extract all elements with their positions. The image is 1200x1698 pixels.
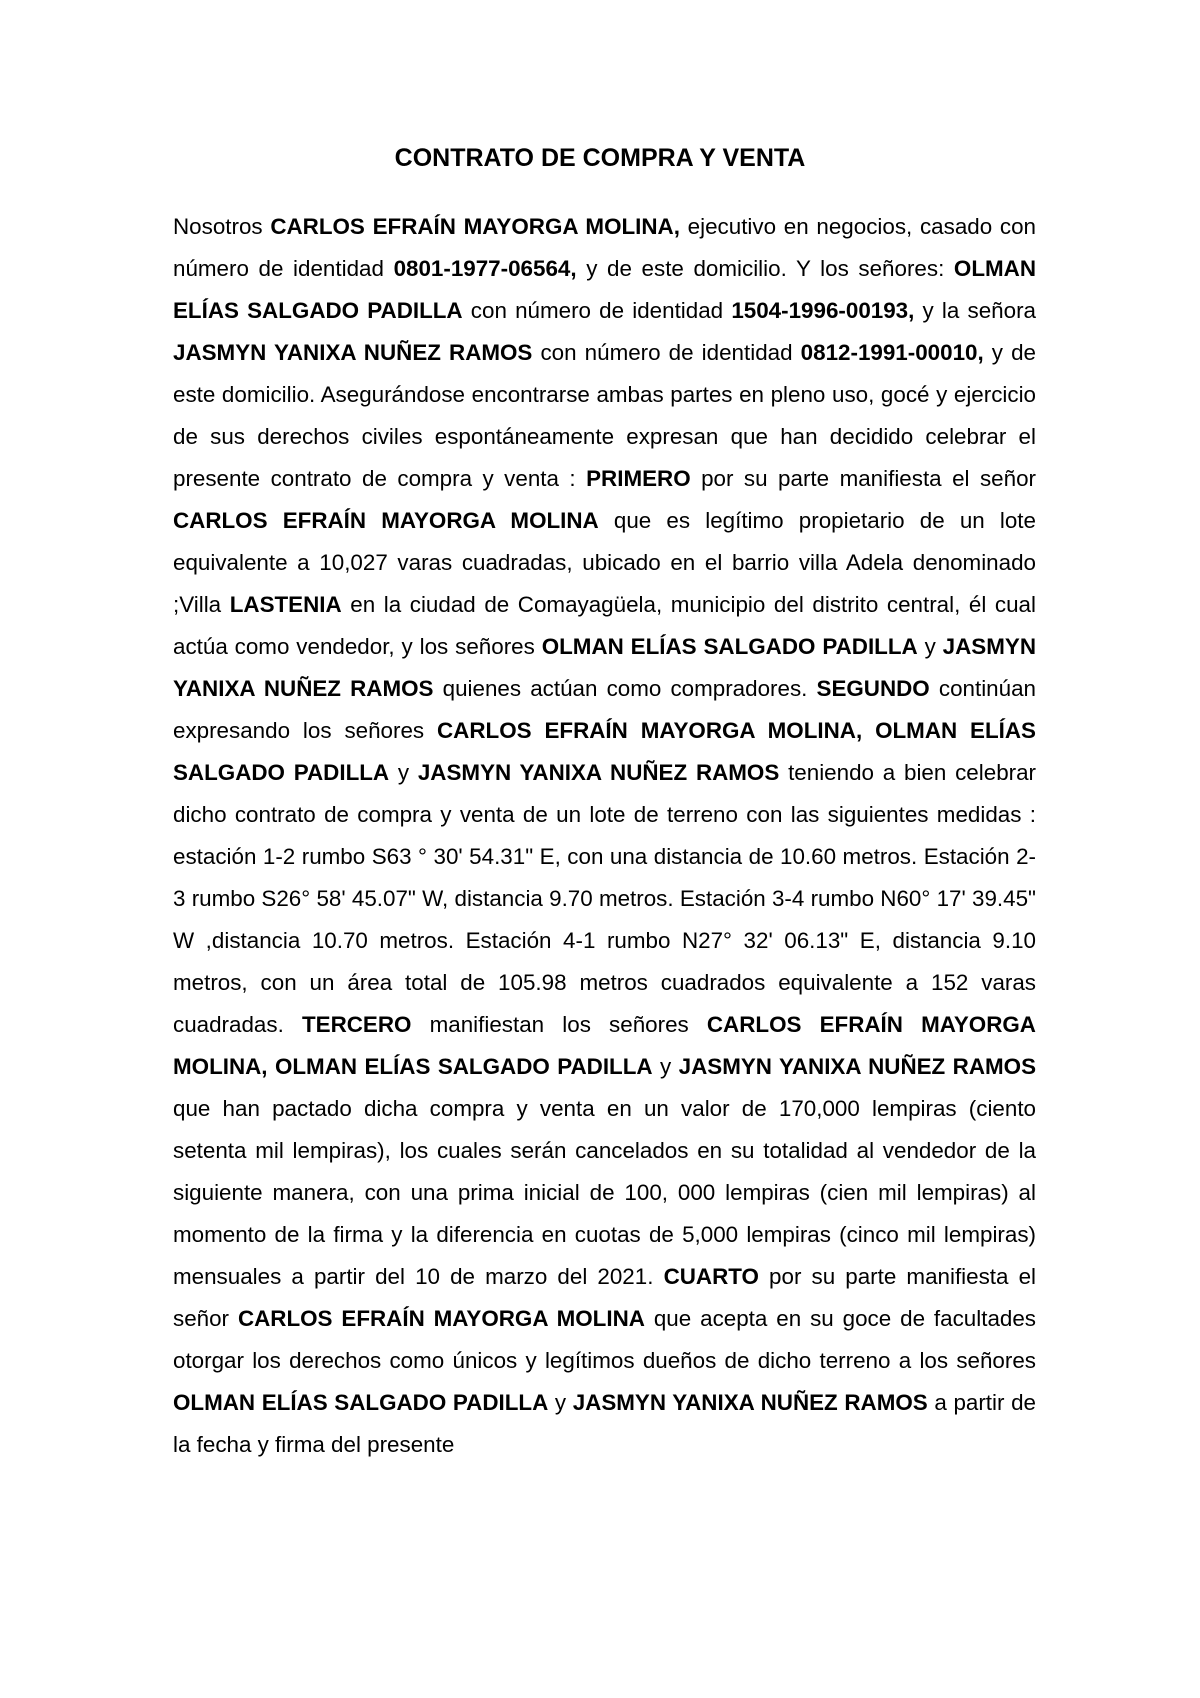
- bold-text-run: OLMAN ELÍAS SALGADO PADILLA: [541, 634, 918, 659]
- text-run: por su parte manifiesta el señor: [690, 466, 1037, 491]
- page-title: CONTRATO DE COMPRA Y VENTA: [394, 144, 806, 172]
- text-run: que es legítimo propietario de un lote equivalente a 10,027 varas cuadradas, ubicado en el barrio villa Adela denominado ;Villa: [173, 508, 1036, 617]
- bold-text-run: CARLOS EFRAÍN MAYORGA MOLINA, OLMAN ELÍAS SALGADO PADILLA: [173, 718, 1036, 785]
- bold-text-run: 0801-1977-06564,: [393, 256, 577, 281]
- text-run: a partir de la fecha y firma del presente: [173, 1390, 1036, 1457]
- bold-text-run: LASTENIA: [229, 592, 342, 617]
- text-run: teniendo a bien celebrar dicho contrato de compra y venta de un lote de terreno con las siguientes medidas : estación 1-2 rumbo S63 ° 30' 54.31" E, con una distancia de 10.60 metros. Estación 2-3 rumbo S26° 58' 45.07" W, distancia 9.70 metros. Estación 3-4 rumbo N60° 17' 39.45" W ,distancia 10.70 metros. Estación 4-1 rumbo N27° 32' 06.13" E, distancia 9.10 metros, con un área total de 105.98 metros cuadrados equivalente a 152 varas cuadradas.: [173, 760, 1037, 1037]
- bold-text-run: JASMYN YANIXA NUÑEZ RAMOS: [417, 760, 780, 785]
- text-run: y: [652, 1054, 679, 1079]
- text-run: y la señora: [914, 298, 1036, 323]
- bold-text-run: CUARTO: [663, 1264, 759, 1289]
- bold-text-run: CARLOS EFRAÍN MAYORGA MOLINA, OLMAN ELÍAS SALGADO PADILLA: [173, 1012, 1036, 1079]
- text-run: con número de identidad: [532, 340, 801, 365]
- text-run: con número de identidad: [462, 298, 732, 323]
- text-run: que han pactado dicha compra y venta en un valor de 170,000 lempiras (ciento setenta mil lempiras), los cuales serán cancelados en su totalidad al vendedor de la siguiente manera, con una prima inicial de 100, 000 lempiras (cien mil lempiras) al momento de la firma y la diferencia en cuotas de 5,000 lempiras (cinco mil lempiras) mensuales a partir del 10 de marzo del 2021.: [173, 1096, 1036, 1289]
- text-run: y de este domicilio. Y los señores:: [576, 256, 954, 281]
- text-run: por su parte manifiesta el señor: [173, 1264, 1037, 1331]
- text-run: Nosotros: [173, 214, 271, 239]
- text-run: y: [548, 1390, 573, 1415]
- contract-body-paragraph: [173, 206, 1036, 1466]
- text-run: y: [389, 760, 418, 785]
- bold-text-run: TERCERO: [301, 1012, 412, 1037]
- text-run: quienes actúan como compradores.: [433, 676, 817, 701]
- bold-text-run: 0812-1991-00010,: [800, 340, 984, 365]
- text-run: que acepta en su goce de facultades otorgar los derechos como únicos y legítimos dueños de dicho terreno a los señores: [173, 1306, 1037, 1373]
- bold-text-run: CARLOS EFRAÍN MAYORGA MOLINA: [173, 508, 599, 533]
- text-run: continúan expresando los señores: [173, 676, 1036, 743]
- bold-text-run: JASMYN YANIXA NUÑEZ RAMOS: [678, 1054, 1037, 1079]
- bold-text-run: CARLOS EFRAÍN MAYORGA MOLINA: [237, 1306, 645, 1331]
- text-run: y: [917, 634, 943, 659]
- bold-text-run: OLMAN ELÍAS SALGADO PADILLA: [173, 256, 1036, 323]
- bold-text-run: 1504-1996-00193,: [731, 298, 915, 323]
- bold-text-run: JASMYN YANIXA NUÑEZ RAMOS: [173, 634, 1036, 701]
- text-run: manifiestan los señores: [411, 1012, 707, 1037]
- bold-text-run: OLMAN ELÍAS SALGADO PADILLA: [173, 1390, 549, 1415]
- text-run: en la ciudad de Comayagüela, municipio del distrito central, él cual actúa como vendedor, y los señores: [173, 592, 1036, 659]
- bold-text-run: PRIMERO: [586, 466, 691, 491]
- bold-text-run: CARLOS EFRAÍN MAYORGA MOLINA,: [270, 214, 680, 239]
- text-run: ejecutivo en negocios, casado con número de identidad: [173, 214, 1037, 281]
- bold-text-run: SEGUNDO: [816, 676, 930, 701]
- text-run: y de este domicilio. Asegurándose encontrarse ambas partes en pleno uso, gocé y ejercicio de sus derechos civiles espontáneamente expresan que han decidido celebrar el presente contrato de compra y venta :: [173, 340, 1036, 491]
- bold-text-run: JASMYN YANIXA NUÑEZ RAMOS: [572, 1390, 928, 1415]
- bold-text-run: JASMYN YANIXA NUÑEZ RAMOS: [173, 340, 533, 365]
